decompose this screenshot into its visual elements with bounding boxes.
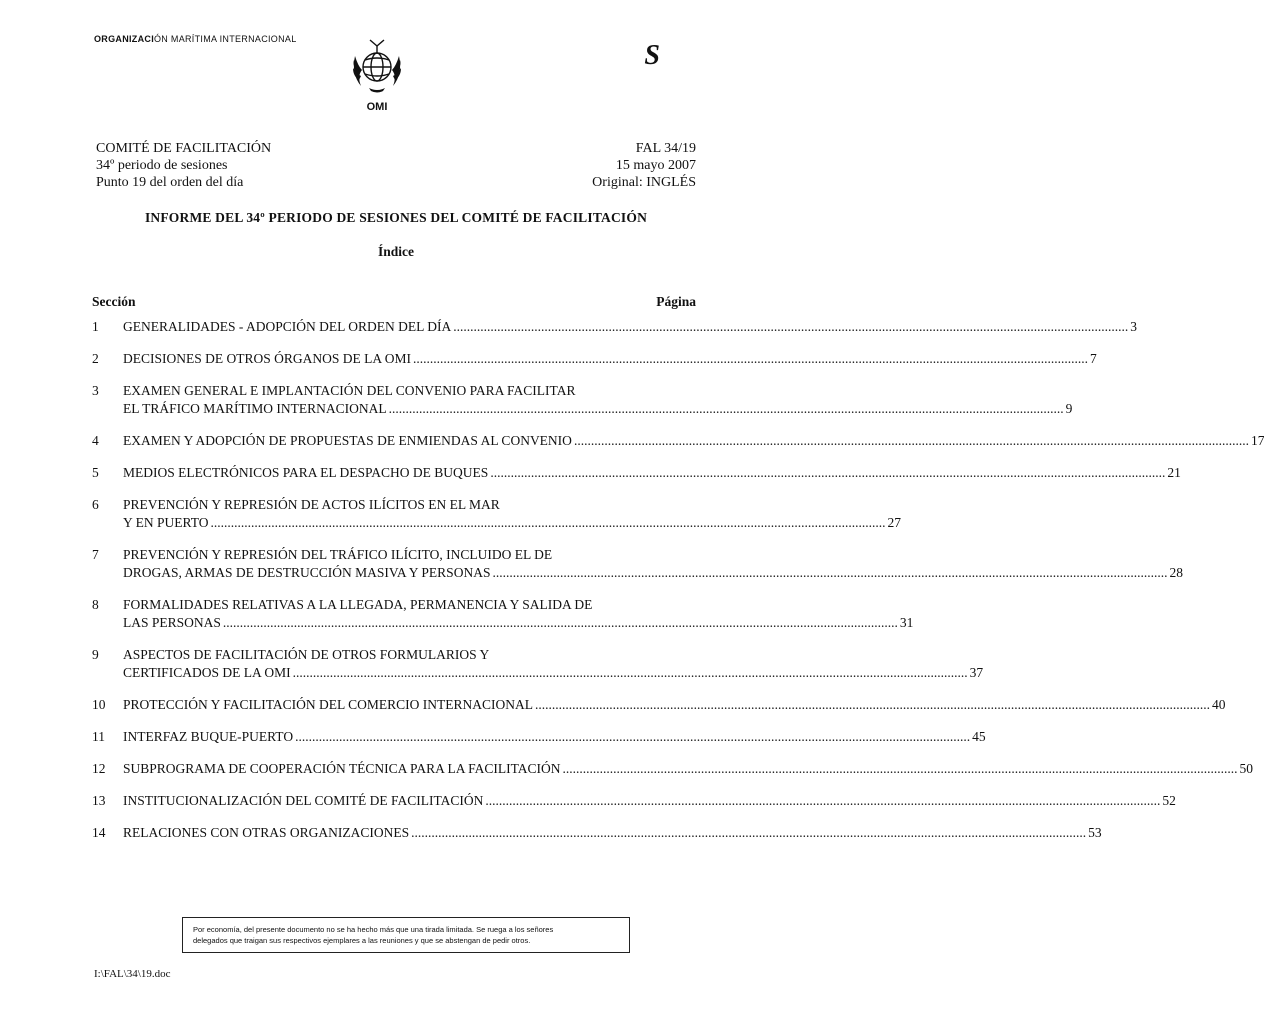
- toc-entry-title: EL TRÁFICO MARÍTIMO INTERNACIONAL: [123, 401, 387, 416]
- committee-name: COMITÉ DE FACILITACIÓN: [96, 141, 272, 156]
- toc-section-number: 14: [92, 825, 106, 840]
- toc-page-number: 21: [1167, 465, 1181, 480]
- toc-section-number: 4: [92, 433, 99, 448]
- dot-leader: [210, 514, 885, 532]
- toc-entry: [92, 350, 1097, 368]
- table-of-contents: [92, 318, 1264, 856]
- toc-entry-last-line: [123, 614, 913, 632]
- file-path-footer: I:\FAL\34\19.doc: [94, 968, 171, 980]
- toc-section-number: 7: [92, 547, 99, 562]
- dot-leader: [413, 350, 1088, 368]
- toc-page-number: 3: [1130, 319, 1137, 334]
- toc-entry-body: [123, 728, 986, 746]
- emblem-label: OMI: [366, 101, 388, 113]
- toc-page-number: 40: [1212, 697, 1226, 712]
- toc-entry-body: [123, 646, 983, 682]
- toc-entry-title: PROTECCIÓN Y FACILITACIÓN DEL COMERCIO INTERNACIONAL: [123, 697, 534, 712]
- agenda-item: Punto 19 del orden del día: [96, 175, 244, 190]
- toc-entry-body: [123, 382, 1072, 418]
- toc-section-number: 8: [92, 597, 99, 612]
- toc-entry: [92, 760, 1253, 778]
- toc-entry-body: [123, 546, 1183, 582]
- toc-page-number: 17: [1250, 433, 1264, 448]
- toc-section-number: 13: [92, 793, 106, 808]
- toc-entry-title-line: FORMALIDADES RELATIVAS A LA LLEGADA, PERMANENCIA Y SALIDA DE: [123, 597, 593, 612]
- document-date: 15 mayo 2007: [615, 158, 696, 173]
- dot-leader: [411, 824, 1086, 842]
- toc-entry-body: [123, 496, 901, 532]
- toc-entry-title-line: PREVENCIÓN Y REPRESIÓN DEL TRÁFICO ILÍCITO, INCLUIDO EL DE: [123, 547, 553, 562]
- toc-entry-title: SUBPROGRAMA DE COOPERACIÓN TÉCNICA PARA LA FACILITACIÓN: [123, 761, 561, 776]
- toc-entry-body: [123, 350, 1097, 368]
- dot-leader: [295, 728, 970, 746]
- dot-leader: [562, 760, 1237, 778]
- notice-line: Por economía, del presente documento no se ha hecho más que una tirada limitada. Se ruega a los señores: [193, 925, 554, 934]
- toc-entry-last-line: [123, 432, 1264, 450]
- toc-entry-title-line: PREVENCIÓN Y REPRESIÓN DE ACTOS ILÍCITOS EN EL MAR: [123, 497, 500, 512]
- toc-page-number: 45: [972, 729, 986, 744]
- toc-entry-last-line: [123, 464, 1181, 482]
- toc-entry-body: [123, 596, 913, 632]
- toc-entry: [92, 792, 1176, 810]
- toc-page-number: 31: [899, 615, 914, 630]
- toc-section-number: 5: [92, 465, 99, 480]
- toc-section-number: 9: [92, 647, 99, 662]
- toc-entry-last-line: [123, 664, 983, 682]
- dot-leader: [492, 564, 1167, 582]
- toc-entry-last-line: [123, 792, 1176, 810]
- header-left-block: [96, 140, 271, 191]
- dot-leader: [453, 318, 1128, 336]
- toc-entry-title: INTERFAZ BUQUE-PUERTO: [123, 729, 294, 744]
- toc-entry-body: [123, 432, 1264, 450]
- toc-section-number: 1: [92, 319, 99, 334]
- toc-entry-title: INSTITUCIONALIZACIÓN DEL COMITÉ DE FACILITACIÓN: [123, 793, 484, 808]
- index-heading: Índice: [377, 244, 414, 259]
- toc-entry: [92, 596, 914, 632]
- toc-entry: [92, 496, 901, 532]
- dot-leader: [490, 464, 1165, 482]
- toc-entry-last-line: [123, 564, 1183, 582]
- toc-entry-last-line: [123, 318, 1137, 336]
- toc-page-number: 9: [1065, 401, 1073, 416]
- toc-entry-last-line: [123, 824, 1102, 842]
- organization-name: ORGANIZACIÓN MARÍTIMA INTERNACIONAL: [94, 34, 297, 44]
- dot-leader: [389, 400, 1064, 418]
- report-title: INFORME DEL 34º PERIODO DE SESIONES DEL COMITÉ DE FACILITACIÓN: [144, 210, 648, 225]
- toc-entry-title: DROGAS, ARMAS DE DESTRUCCIÓN MASIVA Y PERSONAS: [123, 565, 491, 580]
- dot-leader: [485, 792, 1160, 810]
- toc-entry-title: CERTIFICADOS DE LA OMI: [123, 665, 291, 680]
- toc-entry-last-line: [123, 760, 1253, 778]
- toc-entry-body: [123, 464, 1181, 482]
- language-code: S: [644, 40, 660, 71]
- toc-page-number: 28: [1169, 565, 1183, 580]
- toc-entry-body: [123, 696, 1226, 714]
- toc-section-number: 2: [92, 351, 99, 366]
- toc-entry: [92, 382, 1073, 418]
- toc-entry-last-line: [123, 350, 1097, 368]
- toc-section-number: 6: [92, 497, 99, 512]
- toc-entry-body: [123, 792, 1176, 810]
- toc-entry-title: DECISIONES DE OTROS ÓRGANOS DE LA OMI: [123, 351, 412, 366]
- toc-entry-title: EXAMEN Y ADOPCIÓN DE PROPUESTAS DE ENMIENDAS AL CONVENIO: [123, 433, 572, 448]
- toc-section-number: 3: [92, 383, 99, 398]
- toc-entry-body: [123, 760, 1253, 778]
- session-number: 34º periodo de sesiones: [96, 158, 228, 173]
- toc-entry-title: LAS PERSONAS: [123, 615, 221, 630]
- toc-entry-body: [123, 318, 1137, 336]
- toc-entry-last-line: [123, 696, 1226, 714]
- imo-emblem-icon: [347, 36, 407, 96]
- toc-entry: [92, 464, 1181, 482]
- dot-leader: [535, 696, 1210, 714]
- page-column-header: Página: [656, 294, 696, 309]
- toc-entry-title: GENERALIDADES - ADOPCIÓN DEL ORDEN DEL DÍA: [123, 319, 452, 334]
- toc-entry-last-line: [123, 728, 986, 746]
- toc-entry-title-line: ASPECTOS DE FACILITACIÓN DE OTROS FORMULARIOS Y: [123, 647, 490, 662]
- toc-entry-body: [123, 824, 1102, 842]
- dot-leader: [293, 664, 968, 682]
- toc-entry: [92, 646, 984, 682]
- toc-entry-title: RELACIONES CON OTRAS ORGANIZACIONES: [123, 825, 410, 840]
- toc-section-number: 10: [92, 697, 106, 712]
- toc-entry: [92, 728, 986, 746]
- distribution-notice: [182, 917, 630, 953]
- document-number: FAL 34/19: [635, 141, 696, 156]
- header-right-block: [592, 140, 696, 191]
- toc-page-number: 52: [1162, 793, 1176, 808]
- toc-entry-last-line: [123, 514, 901, 532]
- dot-leader: [574, 432, 1249, 450]
- toc-section-number: 11: [92, 729, 105, 744]
- toc-entry: [92, 824, 1102, 842]
- dot-leader: [223, 614, 898, 632]
- toc-section-number: 12: [92, 761, 106, 776]
- toc-entry: [92, 546, 1183, 582]
- toc-entry-title: Y EN PUERTO: [123, 515, 209, 530]
- toc-entry: [92, 318, 1137, 336]
- toc-entry: [92, 696, 1226, 714]
- toc-page-number: 53: [1088, 825, 1102, 840]
- toc-entry-last-line: [123, 400, 1072, 418]
- toc-entry-title: MEDIOS ELECTRÓNICOS PARA EL DESPACHO DE BUQUES: [123, 465, 489, 480]
- toc-entry-title-line: EXAMEN GENERAL E IMPLANTACIÓN DEL CONVENIO PARA FACILITAR: [123, 383, 576, 398]
- original-language: Original: INGLÉS: [592, 175, 696, 190]
- section-column-header: Sección: [92, 294, 136, 309]
- toc-page-number: 50: [1239, 761, 1253, 776]
- toc-page-number: 27: [887, 515, 901, 530]
- notice-line: delegados que traigan sus respectivos ejemplares a las reuniones y que se abstengan de pedir otros.: [193, 936, 531, 945]
- toc-page-number: 7: [1090, 351, 1097, 366]
- toc-page-number: 37: [969, 665, 984, 680]
- toc-entry: [92, 432, 1264, 450]
